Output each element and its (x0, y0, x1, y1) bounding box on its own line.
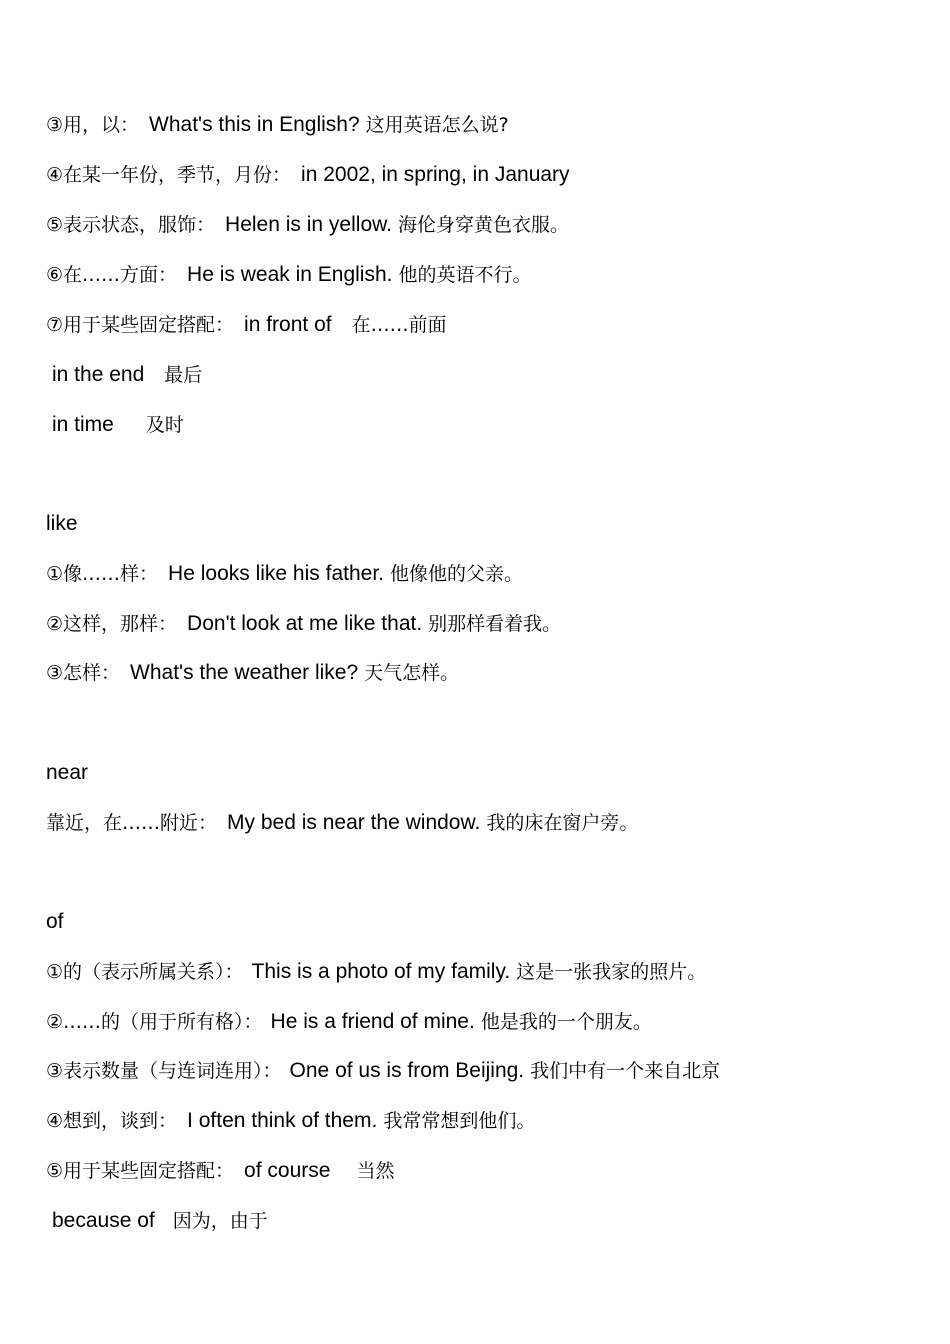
word-heading-of (46, 906, 64, 936)
entry-translation-zh: 我们中有一个来自北京 (530, 1060, 721, 1082)
entry-example-en: What's this in English? (149, 113, 360, 136)
entry-prefix: ④在某一年份，季节，月份： (46, 164, 292, 186)
entry-translation-zh: 及时 (145, 414, 184, 436)
entry-prefix: ①的（表示所属关系）： (46, 961, 244, 983)
entry-in-7 (46, 309, 447, 339)
entry-translation-zh: 别那样看着我。 (428, 613, 562, 635)
entry-example-en: This is a photo of my family. (251, 960, 511, 983)
entry-of-4 (46, 1105, 535, 1135)
entry-example-en: What's the weather like? (130, 661, 359, 684)
entry-example-en: in the end (52, 363, 145, 386)
entry-near-1 (46, 807, 638, 837)
entry-translation-zh: 在……前面 (351, 314, 447, 336)
heading-text: of (46, 910, 64, 933)
entry-prefix: 靠近，在……附近： (46, 812, 218, 834)
entry-example-en: Helen is in yellow. (225, 213, 392, 236)
entry-example-en: He looks like his father. (168, 562, 384, 585)
entry-of-5 (46, 1155, 394, 1185)
entry-translation-zh: 因为，由于 (172, 1210, 268, 1232)
entry-translation-zh: 他是我的一个朋友。 (480, 1011, 652, 1033)
entry-translation-zh: 天气怎样。 (364, 662, 460, 684)
entry-example-en: of course (244, 1159, 331, 1182)
entry-example-en: He is a friend of mine. (270, 1010, 475, 1033)
entry-example-en: Don't look at me like that. (187, 612, 423, 635)
entry-example-en: One of us is from Beijing. (289, 1059, 525, 1082)
entry-translation-zh: 他的英语不行。 (398, 264, 532, 286)
entry-in-4 (46, 159, 570, 189)
entry-prefix: ②……的（用于所有格）： (46, 1011, 263, 1033)
entry-in-5 (46, 209, 569, 239)
entry-translation-zh: 这是一张我家的照片。 (516, 961, 707, 983)
entry-prefix: ⑦用于某些固定搭配： (46, 314, 235, 336)
entry-example-en: in front of (244, 313, 332, 336)
entry-prefix: ③用，以： (46, 114, 140, 136)
heading-text: like (46, 512, 78, 535)
entry-prefix: ②这样，那样： (46, 613, 178, 635)
entry-of-5-phrase-2 (52, 1205, 268, 1235)
entry-prefix: ⑥在……方面： (46, 264, 178, 286)
entry-in-6 (46, 259, 532, 289)
entry-translation-zh: 这用英语怎么说? (365, 114, 509, 136)
entry-like-1 (46, 558, 523, 588)
entry-prefix: ①像……样： (46, 563, 159, 585)
heading-text: near (46, 761, 89, 784)
entry-translation-zh: 我的床在窗户旁。 (486, 812, 639, 834)
entry-in-7-phrase-2 (52, 359, 202, 389)
entry-like-3 (46, 657, 459, 687)
entry-example-en: because of (52, 1209, 155, 1232)
entry-translation-zh: 海伦身穿黄色衣服。 (397, 214, 569, 236)
entry-translation-zh: 最后 (164, 364, 203, 386)
entry-of-2 (46, 1006, 652, 1036)
entry-of-3 (46, 1055, 720, 1085)
entry-prefix: ④想到，谈到： (46, 1110, 178, 1132)
entry-prefix: ⑤用于某些固定搭配： (46, 1160, 235, 1182)
entry-in-3 (46, 109, 509, 139)
entry-example-en: in 2002, in spring, in January (301, 163, 570, 186)
entry-example-en: He is weak in English. (187, 263, 393, 286)
entry-of-1 (46, 956, 706, 986)
entry-like-2 (46, 608, 561, 638)
entry-translation-zh: 当然 (356, 1160, 395, 1182)
entry-example-en: My bed is near the window. (227, 811, 481, 834)
entry-prefix: ⑤表示状态，服饰： (46, 214, 216, 236)
entry-prefix: ③表示数量（与连词连用）： (46, 1060, 282, 1082)
entry-prefix: ③怎样： (46, 662, 121, 684)
entry-translation-zh: 我常常想到他们。 (383, 1110, 536, 1132)
word-heading-like (46, 508, 78, 538)
entry-example-en: I often think of them. (187, 1109, 378, 1132)
word-heading-near (46, 757, 88, 787)
entry-example-en: in time (52, 413, 114, 436)
entry-in-7-phrase-3 (52, 409, 184, 439)
entry-translation-zh: 他像他的父亲。 (389, 563, 523, 585)
